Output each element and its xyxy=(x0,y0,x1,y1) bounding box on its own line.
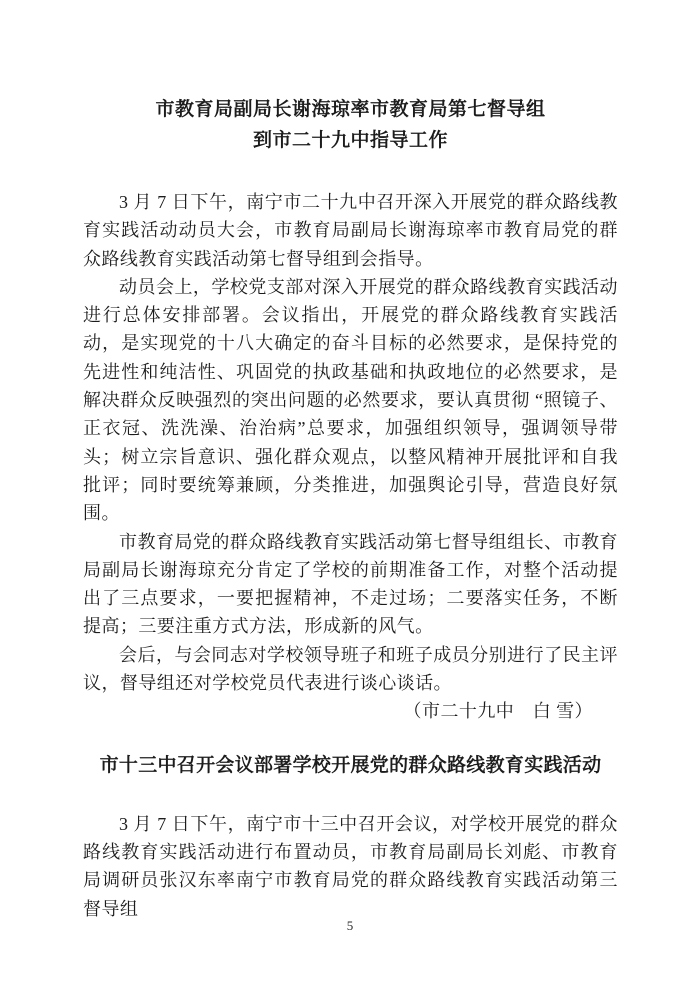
paragraph: 3 月 7 日下午，南宁市二十九中召开深入开展党的群众路线教育实践活动动员大会，市教育局副局长谢海琼率市教育局党的群众路线教育实践活动第七督导组到会指导。 xyxy=(83,192,618,269)
article-2-body xyxy=(83,810,618,923)
page-number: 5 xyxy=(346,918,354,933)
paragraph: 会后，与会同志对学校领导班子和班子成员分别进行了民主评议，督导组还对学校党员代表进行谈心谈话。 xyxy=(83,644,618,694)
article-1-byline: （市二十九中 白 雪） xyxy=(403,701,593,722)
paragraph: 市教育局党的群众路线教育实践活动第七督导组组长、市教育局副局长谢海琼充分肯定了学校的前期准备工作，对整个活动提出了三点要求，一要把握精神，不走过场；二要落实任务，不断提高；三要注重方式方法，形成新的风气。 xyxy=(83,531,618,637)
document-content xyxy=(83,0,618,923)
paragraph: 动员会上，学校党支部对深入开展党的群众路线教育实践活动进行总体安排部署。会议指出，开展党的群众路线教育实践活动，是实现党的十八大确定的奋斗目标的必然要求，是保持党的先进性和纯洁性、巩固党的执政基础和执政地位的必然要求，是解决群众反映强烈的突出问题的必然要求，要认真贯彻 “照镜子、正衣冠、洗洗澡、治治病”总要求，加强组织领导，强调领导带头；树立宗旨意识、强化群众观点，以整风精神开展批评和自我批评；同时要统筹兼顾，分类推进，加强舆论引导，营造良好氛围。 xyxy=(83,276,618,524)
paragraph: 3 月 7 日下午，南宁市十三中召开会议，对学校开展党的群众路线教育实践活动进行布置动员，市教育局副局长刘彪、市教育局调研员张汉东率南宁市教育局党的群众路线教育实践活动第三督导组 xyxy=(83,813,618,919)
article-1-title xyxy=(83,94,618,156)
article-1-title-line-2: 到市二十九中指导工作 xyxy=(252,130,448,151)
article-1-body xyxy=(83,188,618,726)
article-1-title-line-1: 市教育局副局长谢海琼率市教育局第七督导组 xyxy=(155,99,546,120)
article-2-title: 市十三中召开会议部署学校开展党的群众路线教育实践活动 xyxy=(99,754,602,776)
